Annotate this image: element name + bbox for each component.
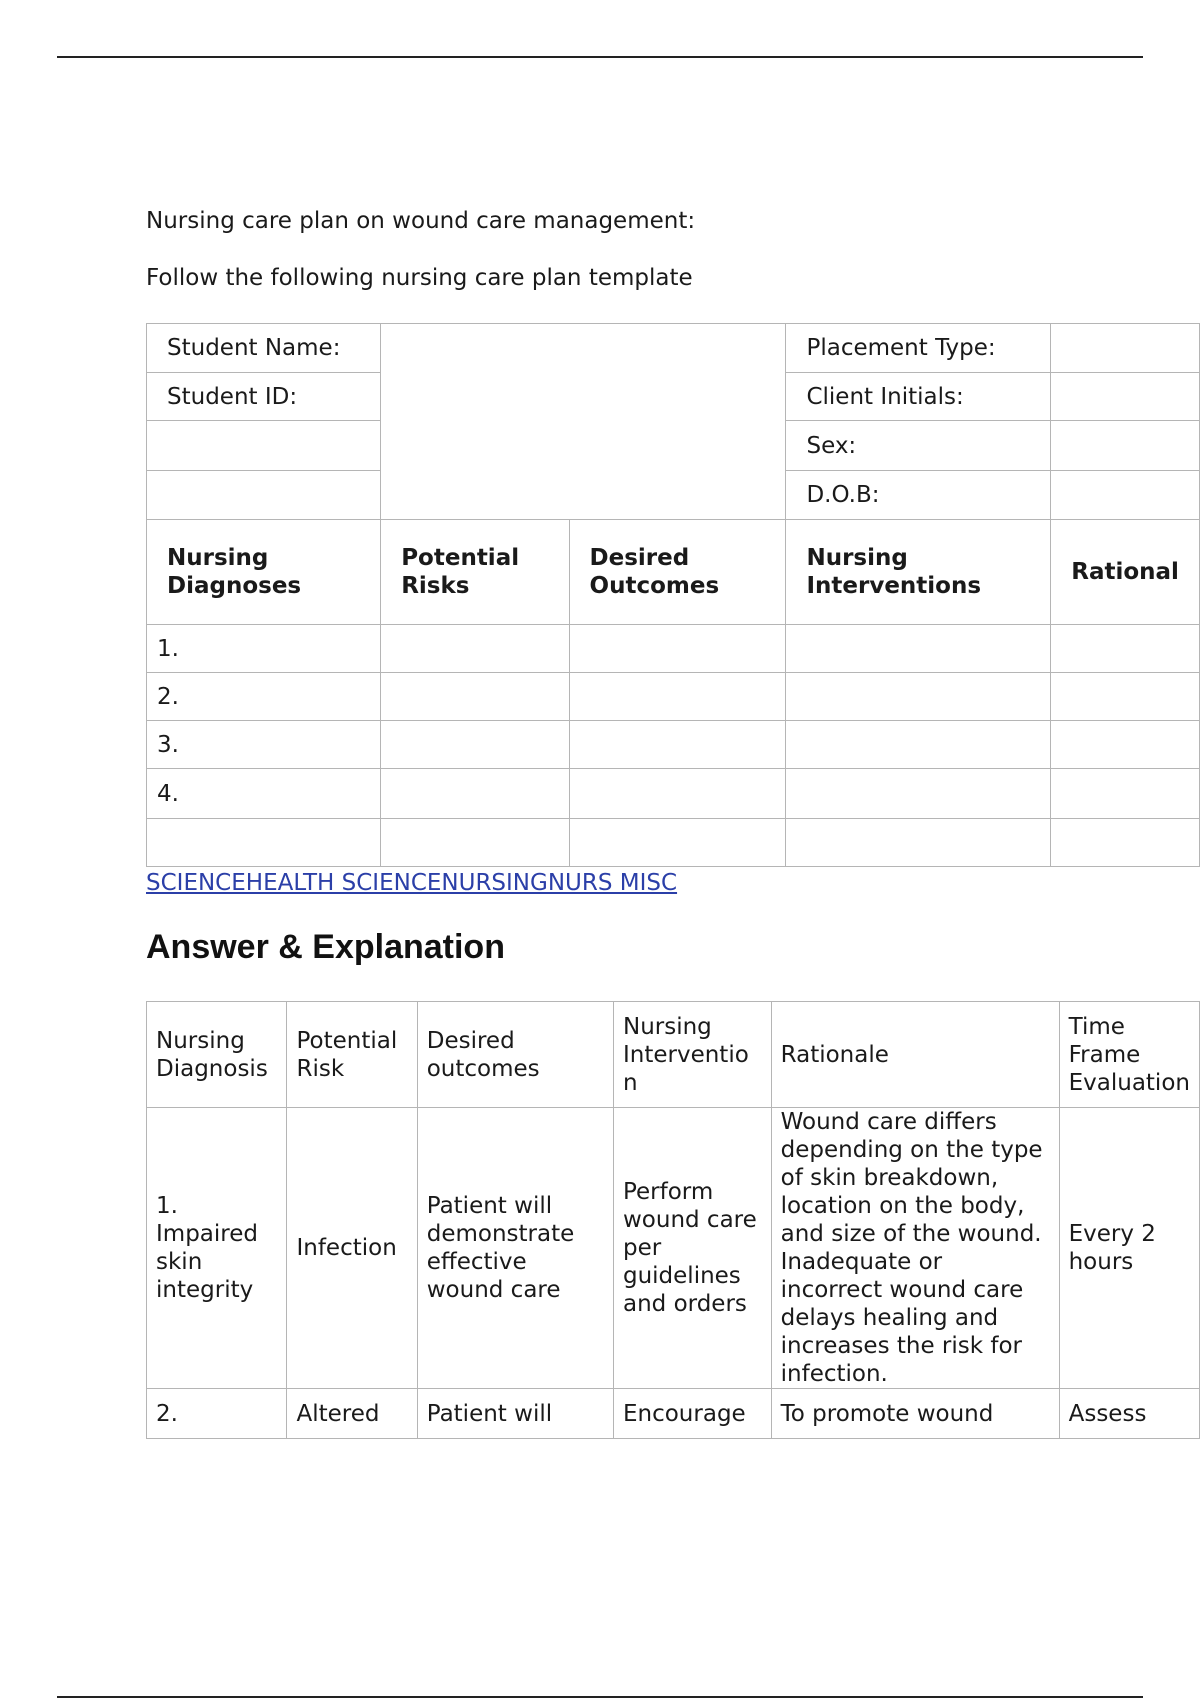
table-cell[interactable] [1051, 819, 1200, 867]
table-cell[interactable] [786, 721, 1051, 769]
answer-cell: Patient will [417, 1389, 613, 1439]
info-label-placement-type: Placement Type: [786, 324, 1051, 373]
answer-header-risk: Potential Risk [287, 1002, 417, 1108]
header-nursing-interventions: Nursing Interventions [786, 520, 1051, 625]
table-cell[interactable] [1051, 769, 1200, 819]
table-cell[interactable] [381, 673, 569, 721]
table-cell[interactable] [1051, 625, 1200, 673]
answer-header-outcomes: Desired outcomes [417, 1002, 613, 1108]
table-cell[interactable] [786, 819, 1051, 867]
answer-cell: To promote wound [771, 1389, 1059, 1439]
table-cell[interactable] [786, 769, 1051, 819]
answer-section-title: Answer & Explanation [146, 928, 505, 966]
answer-table [146, 1001, 1200, 1439]
table-cell[interactable] [1051, 721, 1200, 769]
care-plan-template-table [146, 323, 1200, 867]
info-label-client-initials: Client Initials: [786, 373, 1051, 421]
info-label-sex: Sex: [786, 421, 1051, 471]
table-cell[interactable] [1051, 673, 1200, 721]
answer-cell: Encourage [613, 1389, 771, 1439]
intro-line-1: Nursing care plan on wound care management: [146, 208, 696, 234]
table-cell[interactable] [381, 625, 569, 673]
table-cell[interactable] [381, 819, 569, 867]
answer-cell: 1. Impaired skin integrity [147, 1108, 287, 1389]
answer-cell: Infection [287, 1108, 417, 1389]
answer-header-diagnosis: Nursing Diagnosis [147, 1002, 287, 1108]
sex-field[interactable] [1051, 421, 1200, 471]
header-rational: Rational [1051, 520, 1200, 625]
table-cell[interactable] [569, 625, 786, 673]
row-number [147, 819, 381, 867]
answer-header-time-frame: Time Frame Evaluation [1059, 1002, 1199, 1108]
client-initials-field[interactable] [1051, 373, 1200, 421]
table-cell[interactable] [569, 769, 786, 819]
table-cell[interactable] [381, 721, 569, 769]
subject-category-link[interactable]: SCIENCEHEALTH SCIENCENURSINGNURS MISC [146, 870, 678, 896]
info-label-blank-1 [147, 421, 381, 471]
answer-cell: Perform wound care per guidelines and orders [613, 1108, 771, 1389]
header-desired-outcomes: Desired Outcomes [569, 520, 786, 625]
top-rule [57, 56, 1143, 58]
answer-cell: Wound care differs depending on the type of skin breakdown, location on the body, and size of the wound. Inadequate or incorrect wound care delays healing and increases the risk for infection. [771, 1108, 1059, 1389]
table-cell[interactable] [786, 625, 1051, 673]
table-cell[interactable] [569, 819, 786, 867]
info-label-blank-2 [147, 471, 381, 520]
info-label-student-name: Student Name: [147, 324, 381, 373]
header-nursing-diagnoses: Nursing Diagnoses [147, 520, 381, 625]
bottom-rule [57, 1696, 1143, 1698]
row-number: 2. [147, 673, 381, 721]
table-cell[interactable] [569, 721, 786, 769]
table-cell[interactable] [786, 673, 1051, 721]
answer-header-intervention: Nursing Interventio n [613, 1002, 771, 1108]
answer-cell: Assess [1059, 1389, 1199, 1439]
table-cell[interactable] [569, 673, 786, 721]
intro-line-2: Follow the following nursing care plan template [146, 265, 693, 291]
header-potential-risks: Potential Risks [381, 520, 569, 625]
answer-cell: Every 2 hours [1059, 1108, 1199, 1389]
answer-cell: 2. [147, 1389, 287, 1439]
row-number: 4. [147, 769, 381, 819]
table-cell[interactable] [381, 769, 569, 819]
info-label-student-id: Student ID: [147, 373, 381, 421]
row-number: 1. [147, 625, 381, 673]
placement-type-field[interactable] [1051, 324, 1200, 373]
answer-cell: Altered [287, 1389, 417, 1439]
answer-header-rationale: Rationale [771, 1002, 1059, 1108]
row-number: 3. [147, 721, 381, 769]
answer-cell: Patient will demonstrate effective wound care [417, 1108, 613, 1389]
student-info-field[interactable] [381, 324, 786, 520]
dob-field[interactable] [1051, 471, 1200, 520]
info-label-dob: D.O.B: [786, 471, 1051, 520]
